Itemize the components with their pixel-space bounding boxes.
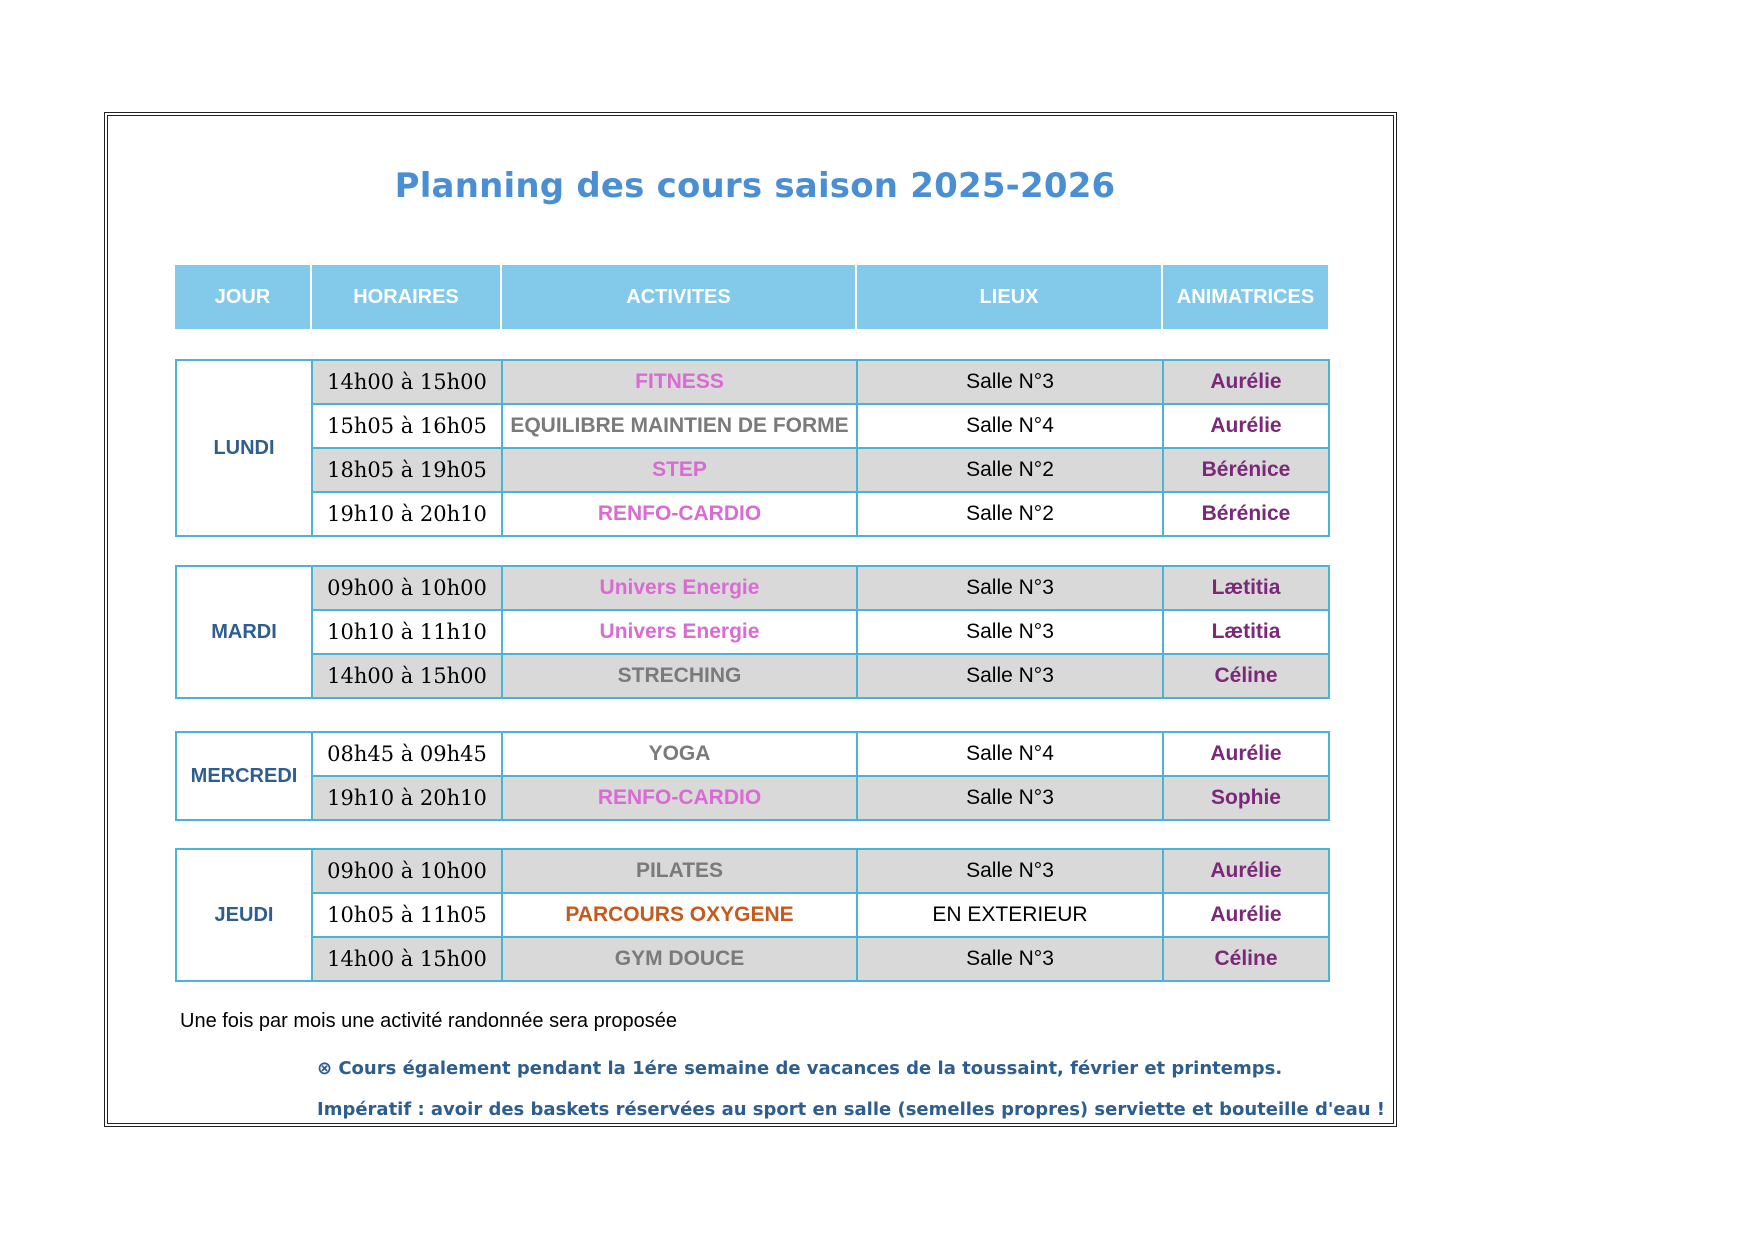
place-cell: Salle N°3 (857, 360, 1163, 404)
day-label: MARDI (176, 566, 312, 698)
day-label: MERCREDI (176, 732, 312, 820)
time-cell: 14h00 à 15h00 (312, 654, 502, 698)
coach-cell: Aurélie (1163, 732, 1329, 776)
coach-cell: Lætitia (1163, 566, 1329, 610)
note-holidays: ⊗ Cours également pendant la 1ére semaine de vacances de la toussaint, février et printemps. (317, 1058, 1283, 1079)
time-cell: 19h10 à 20h10 (312, 492, 502, 536)
day-label: LUNDI (176, 360, 312, 536)
coach-cell: Aurélie (1163, 849, 1329, 893)
coach-cell: Bérénice (1163, 492, 1329, 536)
header-horaires: HORAIRES (311, 265, 501, 329)
place-cell: Salle N°3 (857, 937, 1163, 981)
schedule-header (175, 265, 1328, 329)
table-row (176, 732, 1329, 776)
table-row (176, 893, 1329, 937)
activity-cell: GYM DOUCE (502, 937, 857, 981)
activity-cell: Univers Energie (502, 566, 857, 610)
place-cell: Salle N°2 (857, 448, 1163, 492)
activity-cell: PILATES (502, 849, 857, 893)
place-cell: Salle N°3 (857, 776, 1163, 820)
table-row (176, 776, 1329, 820)
day-group-jeudi (175, 848, 1330, 982)
table-row (176, 849, 1329, 893)
coach-cell: Aurélie (1163, 893, 1329, 937)
day-group-mercredi (175, 731, 1330, 821)
activity-cell: Univers Energie (502, 610, 857, 654)
coach-cell: Lætitia (1163, 610, 1329, 654)
place-cell: Salle N°3 (857, 654, 1163, 698)
table-row (176, 448, 1329, 492)
time-cell: 10h10 à 11h10 (312, 610, 502, 654)
table-row (176, 937, 1329, 981)
day-label: JEUDI (176, 849, 312, 981)
time-cell: 18h05 à 19h05 (312, 448, 502, 492)
coach-cell: Aurélie (1163, 404, 1329, 448)
place-cell: Salle N°4 (857, 404, 1163, 448)
activity-cell: PARCOURS OXYGENE (502, 893, 857, 937)
header-activites: ACTIVITES (501, 265, 856, 329)
place-cell: Salle N°3 (857, 566, 1163, 610)
activity-cell: YOGA (502, 732, 857, 776)
header-animatrices: ANIMATRICES (1162, 265, 1328, 329)
table-row (176, 360, 1329, 404)
coach-cell: Bérénice (1163, 448, 1329, 492)
day-group-mardi (175, 565, 1330, 699)
place-cell: EN EXTERIEUR (857, 893, 1163, 937)
time-cell: 08h45 à 09h45 (312, 732, 502, 776)
activity-cell: STRECHING (502, 654, 857, 698)
activity-cell: RENFO-CARDIO (502, 492, 857, 536)
coach-cell: Céline (1163, 654, 1329, 698)
place-cell: Salle N°3 (857, 849, 1163, 893)
page-title: Planning des cours saison 2025-2026 (394, 166, 1116, 206)
time-cell: 14h00 à 15h00 (312, 937, 502, 981)
header-lieux: LIEUX (856, 265, 1162, 329)
activity-cell: RENFO-CARDIO (502, 776, 857, 820)
activity-cell: STEP (502, 448, 857, 492)
time-cell: 19h10 à 20h10 (312, 776, 502, 820)
place-cell: Salle N°3 (857, 610, 1163, 654)
activity-cell: FITNESS (502, 360, 857, 404)
table-row (176, 492, 1329, 536)
activity-cell: EQUILIBRE MAINTIEN DE FORME (502, 404, 857, 448)
header-jour: JOUR (175, 265, 311, 329)
table-row (176, 404, 1329, 448)
time-cell: 09h00 à 10h00 (312, 849, 502, 893)
time-cell: 10h05 à 11h05 (312, 893, 502, 937)
table-row (176, 654, 1329, 698)
table-row (176, 610, 1329, 654)
note-required: Impératif : avoir des baskets réservées au sport en salle (semelles propres) serviette et bouteille d'eau ! (317, 1099, 1386, 1120)
table-row (176, 566, 1329, 610)
time-cell: 09h00 à 10h00 (312, 566, 502, 610)
coach-cell: Aurélie (1163, 360, 1329, 404)
coach-cell: Céline (1163, 937, 1329, 981)
day-group-lundi (175, 359, 1330, 537)
place-cell: Salle N°2 (857, 492, 1163, 536)
time-cell: 15h05 à 16h05 (312, 404, 502, 448)
time-cell: 14h00 à 15h00 (312, 360, 502, 404)
note-monthly: Une fois par mois une activité randonnée sera proposée (180, 1010, 677, 1032)
place-cell: Salle N°4 (857, 732, 1163, 776)
coach-cell: Sophie (1163, 776, 1329, 820)
